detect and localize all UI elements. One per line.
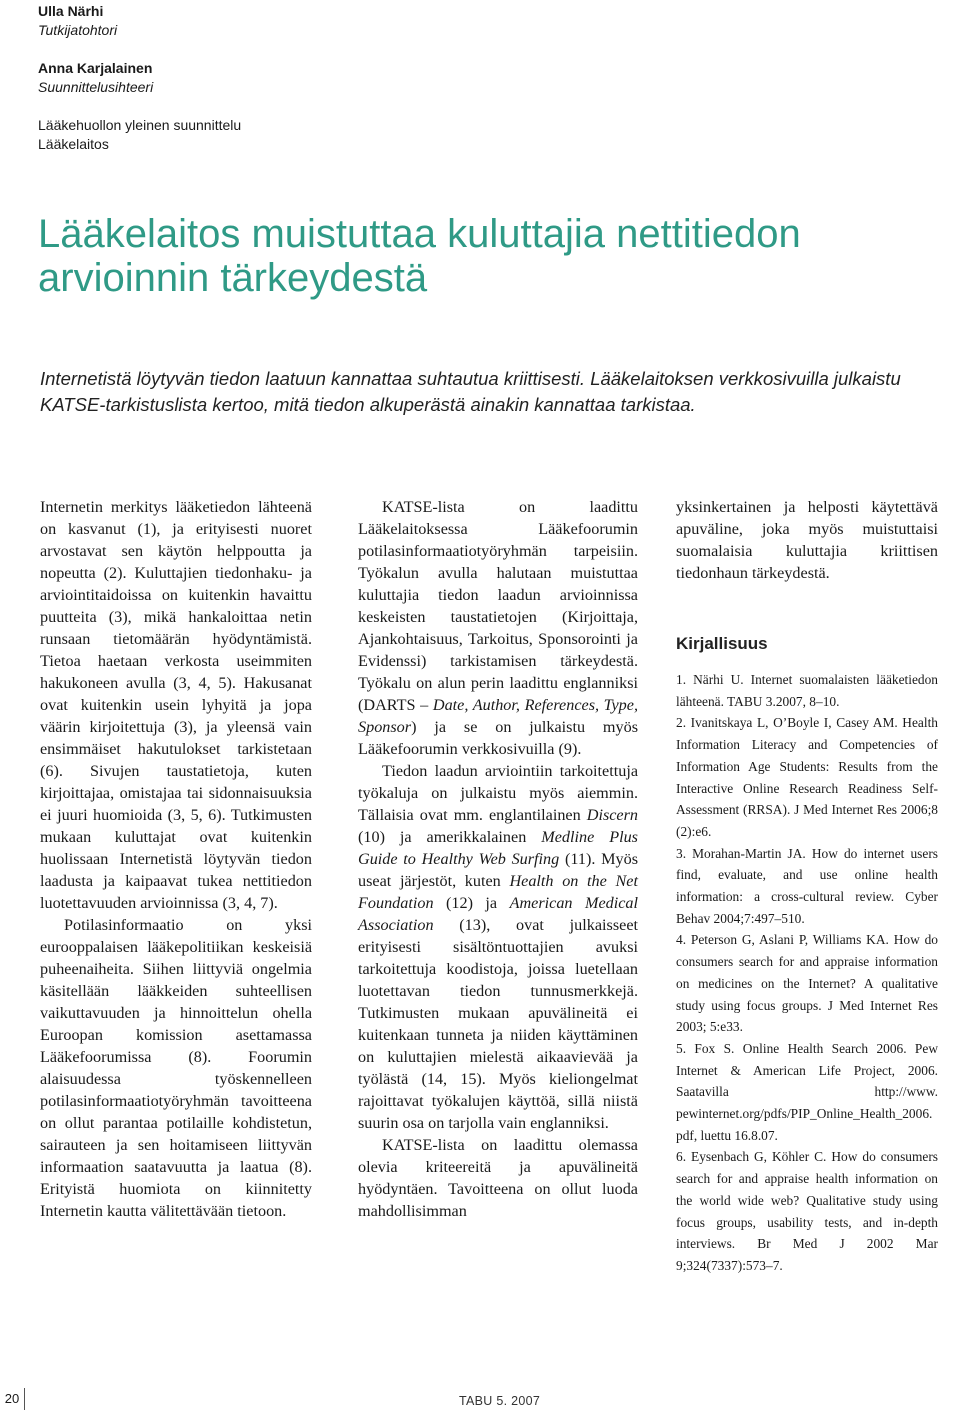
text-run: Tiedon laadun arviointiin tarkoitettuja työkaluja on julkaistu myös aiemmin. Tällaisia ovat mm. englantilainen	[358, 762, 638, 824]
text-emphasis: American Medical Association	[358, 894, 639, 934]
body-paragraph: Potilasinformaatio on yksi eurooppalaisen lääkepolitiikan keskeisiä puheenaiheita. Siihen liittyviä ongelmia käsitellään lääkkeiden suhteellisen vaikuttavuuden ja hinnoittelun ohella Euroopan komission asettamassa Lääkefoorumissa (8). Foorumin alaisuudessa työskennelleen potilasinformaatiotyöryhmän tavoitteena on ollut parantaa potilaille kohdistetun, sairauteen ja sen hoitamiseen liittyvän informaation saatavuutta ja laatua (8). Erityistä huomiota on kiinnitetty Internetin kautta välitettävään tietoon.	[40, 916, 312, 1220]
author-role: Tutkijatohtori	[38, 22, 118, 38]
text-emphasis: Medline Plus Guide to Healthy Web Surfing	[358, 828, 638, 868]
body-paragraph: yksinkertainen ja helposti käytettävä apuväline, joka myös muistuttaisi suomalaisia kuluttajia kriittisen tiedonhaun tärkeydestä.	[676, 498, 938, 582]
reference-item: 6. Eysenbach G, Köhler C. How do consumers search for and appraise health information on the world wide web? Qualitative study using focus groups, usability tests, and in-depth interviews. Br Med J 2002 Mar 9;324(7337):573–7.	[676, 1149, 938, 1273]
text-emphasis: Health on the Net Foundation	[358, 872, 638, 912]
reference-item: 5. Fox S. Online Health Search 2006. Pew Internet & American Life Project, 2006. Saatavilla http://www. pewinternet.org/pdfs/PIP_Online_Health_2006. pdf, luettu 16.8.07.	[676, 1040, 938, 1143]
reference-item: 1. Närhi U. Internet suomalaisten lääketiedon lähteenä. TABU 3.2007, 8–10.	[676, 672, 938, 709]
text-column-1	[40, 496, 312, 1222]
text-run: (10) ja amerikkalainen	[358, 828, 542, 846]
text-column-3	[676, 496, 938, 1277]
author-2	[38, 59, 638, 97]
journal-footer: TABU 5. 2007	[459, 1394, 541, 1408]
affiliation	[38, 116, 638, 154]
text-emphasis: Discern	[586, 806, 638, 824]
text-run: ) ja se on julkaistu myös Lääkefoorumin verkkosivuilla (9).	[358, 718, 638, 758]
author-role: Suunnittelusihteeri	[38, 79, 154, 95]
author-name: Ulla Närhi	[38, 3, 104, 19]
body-paragraph	[358, 496, 638, 760]
body-paragraph	[358, 760, 638, 1134]
affiliation-org: Lääkelaitos	[38, 136, 109, 152]
text-run: (11). Myös useat järjestöt, kuten	[358, 850, 638, 890]
text-column-2	[358, 496, 638, 1222]
text-run: KATSE-lista on laadittu Lääkelaitoksessa Lääkefoorumin potilasinformaatiotyöryhmän tarpeisiin. Työkalun avulla halutaan muistuttaa kuluttajia tiedon laadun arvioinnissa keskeisten taustatietojen (Kirjoittaja, Ajankohtaisuus, Tarkoitus, Sponsorointi ja Evidenssi) tarkistamisen tärkeydestä. Työkalu on alun perin laadittu englanniksi (DARTS –	[358, 498, 638, 714]
author-1	[38, 2, 638, 40]
article-title: Lääkelaitos muistuttaa kuluttajia nettitiedon arvioinnin tärkeydestä	[38, 212, 801, 300]
reference-item: 3. Morahan-Martin JA. How do internet users find, evaluate, and use online health information: a cross-cultural review. Cyber Behav 2004;7:497–510.	[676, 845, 938, 926]
body-paragraph: Internetin merkitys lääketiedon lähteenä on kasvanut (1), ja erityisesti nuoret arvostavat sen käytön helppoutta ja nopeutta (2). Kuluttajien tiedonhaku- ja arviointitaidoissa on kuitenkin havaittu puutteita (3), mikä hankaloittaa netin runsaan tietomäärän hyödyntämistä. Tietoa haetaan verkosta useimmiten hakukoneen avulla (3, 4, 5). Hakusanat ovat kuitenkin usein lyhyitä ja jopa väärin kirjoitettuja (3), ja yleensä vain ensimmäiset hakutulokset tarkistetaan (6). Sivujen taustatietoja, kuten kirjoittajaa, omistajaa tai sidonnaisuuksia ei juuri huomioida (3, 5, 6). Tutkimusten mukaan kuluttajat ovat kuitenkin huolissaan Internetistä löytyvän tiedon laadusta ja kaipaavat tukea nettitiedon luotettavuuden arvioinnissa (3, 4, 7).	[40, 498, 312, 912]
references-heading: Kirjallisuus	[676, 634, 768, 653]
reference-item: 4. Peterson G, Aslani P, Williams KA. How do consumers search for and appraise information on medicines on the Internet? A qualitative study using focus groups. J Med Internet Res 2003; 5:e33.	[676, 932, 938, 1035]
author-block	[38, 2, 638, 173]
text-emphasis: Date, Author, References, Type, Sponsor	[358, 696, 638, 736]
references-list	[676, 669, 938, 1277]
author-name: Anna Karjalainen	[38, 60, 153, 76]
reference-item: 2. Ivanitskaya L, O’Boyle I, Casey AM. Health Information Literacy and Competencies of Information Age Students: Results from the Interactive Online Research Readiness Self-Assessment (RRSA). J Med Internet Res 2006;8 (2):e6.	[676, 715, 938, 839]
body-paragraph: KATSE-lista on laadittu olemassa olevia kriteereitä ja apuvälineitä hyödyntäen. Tavoitteena on ollut luoda mahdollisimman	[358, 1136, 638, 1220]
page-number: 20	[0, 1388, 25, 1410]
text-run: (12) ja	[433, 894, 510, 912]
affiliation-unit: Lääkehuollon yleinen suunnittelu	[38, 117, 242, 133]
article-lead: Internetistä löytyvän tiedon laatuun kannattaa suhtautua kriittisesti. Lääkelaitoksen verkkosivuilla julkaistu KATSE-tarkistuslista kertoo, mitä tiedon alkuperästä ainakin kannattaa tarkistaa.	[40, 368, 901, 415]
text-run: (13), ovat julkaisseet erityisesti sisältöntuottajien avuksi tarkoitettuja koodistoja, joissa luetellaan luotettavan tiedon tunnusmerkkejä. Tutkimusten mukaan apuvälineitä ei kuitenkaan tunneta ja niiden käyttäminen on kuluttajien mielestä aikaavievää ja työlästä (14, 15). Myös kieliongelmat rajoittavat työkalujen käyttöä, sillä niistä suurin osa on tarjolla vain englanniksi.	[358, 916, 638, 1132]
